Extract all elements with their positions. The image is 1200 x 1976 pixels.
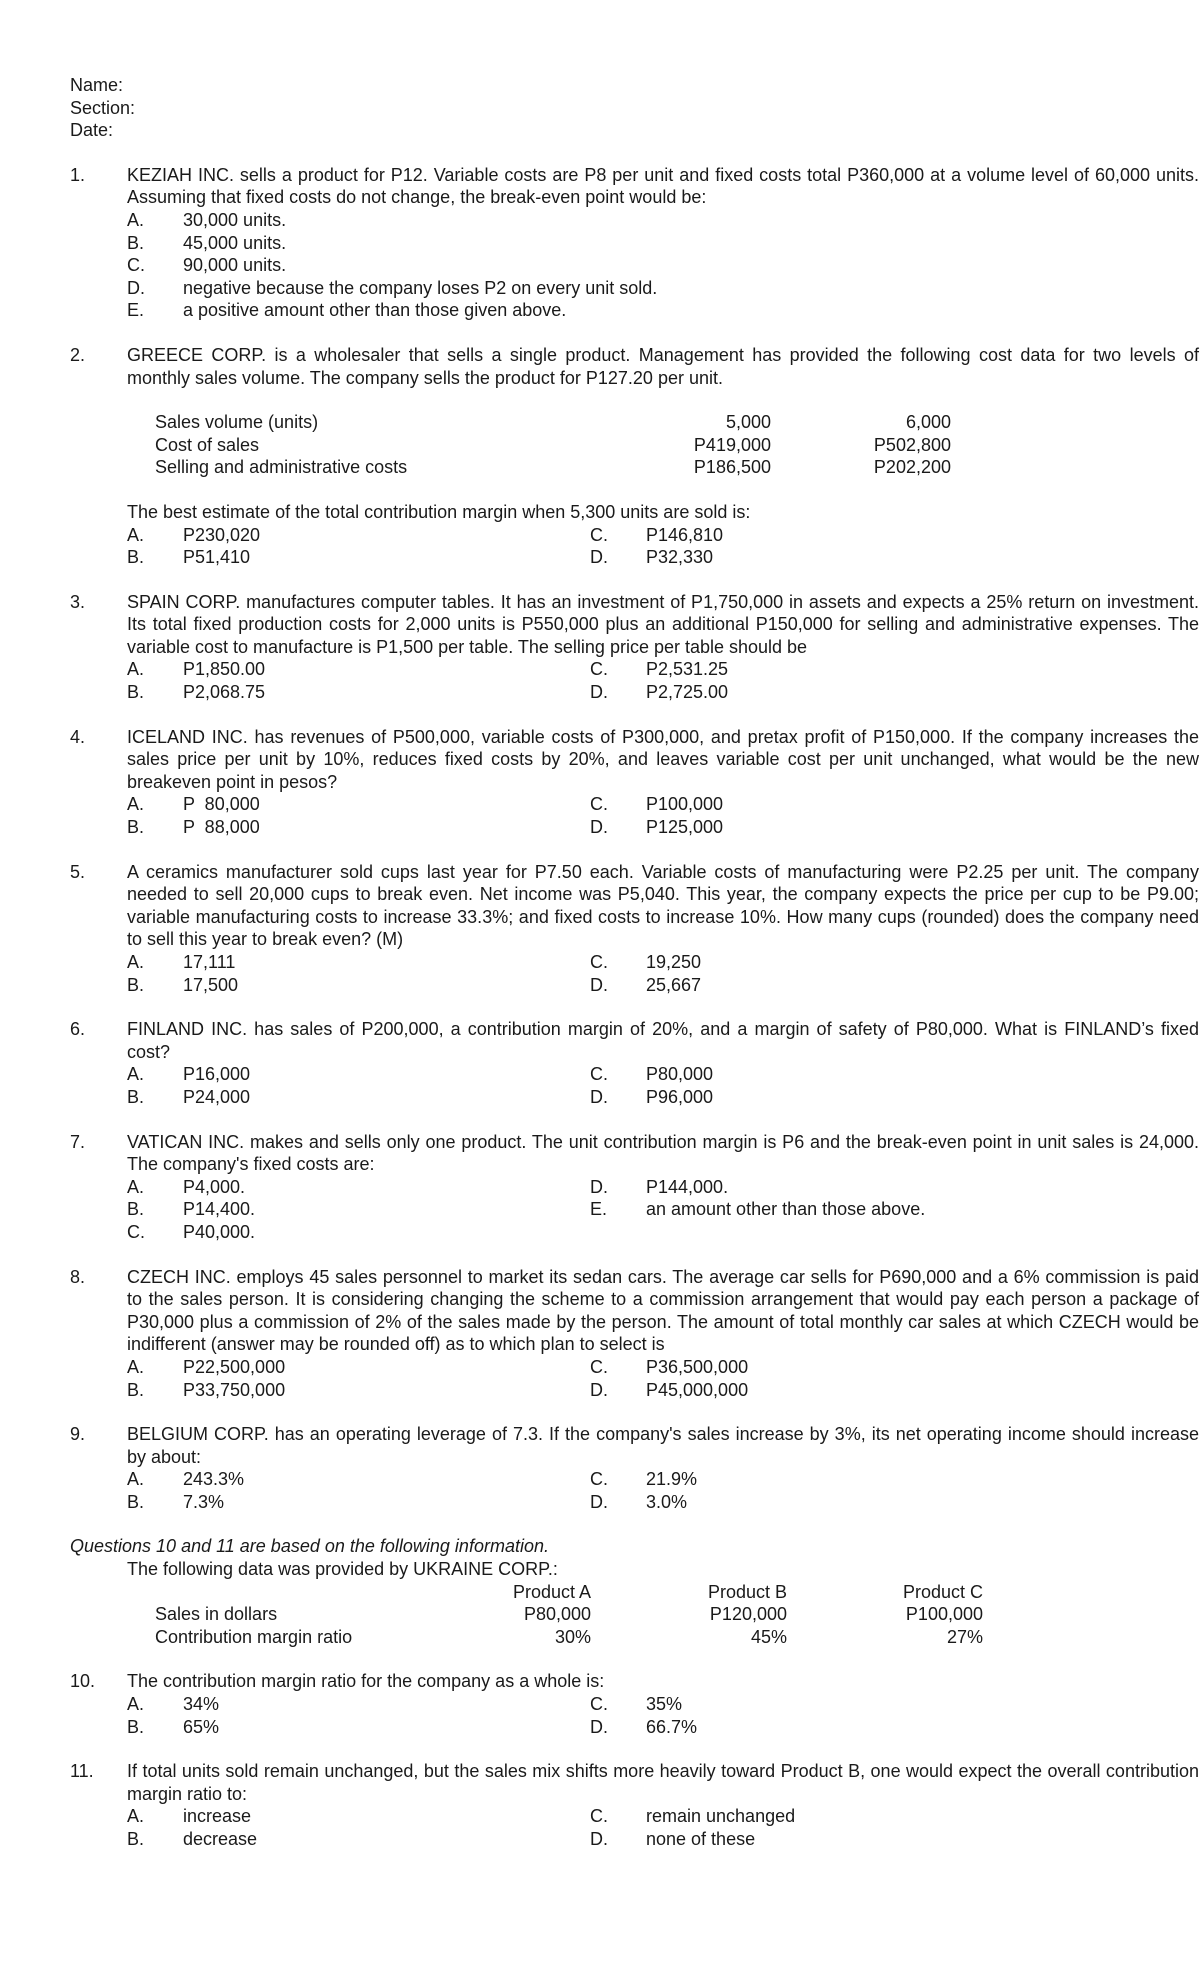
option-text: 19,250	[646, 952, 702, 972]
shared-info-block	[70, 1535, 1130, 1648]
option-b	[127, 1716, 590, 1739]
question-text: CZECH INC. employs 45 sales personnel to market its sedan cars. The average car sells for P690,000 and a 6% commission is paid to the sales person. It is considering changing the scheme to a commission arrangement that would pay each person a package of P30,000 plus a commission of 2% of the sales made by the person. The amount of total monthly car sales at which CZECH would be indifferent (answer may be rounded off) as to which plan to select is	[127, 1266, 1199, 1355]
option-text: decrease	[183, 1829, 258, 1849]
answer-options	[127, 209, 1130, 322]
option-text: 30,000 units.	[183, 209, 287, 230]
option-letter: A.	[127, 209, 145, 230]
row-label: Cost of sales	[155, 434, 260, 455]
option-b	[127, 232, 1130, 255]
option-b	[127, 1198, 590, 1221]
option-letter: D.	[590, 1829, 608, 1849]
option-letter: B.	[127, 1199, 145, 1220]
option-letter: A.	[127, 1064, 145, 1085]
option-text: 45,000 units.	[183, 232, 287, 253]
option-letter: A.	[127, 1176, 145, 1197]
option-text: P45,000,000	[646, 1379, 749, 1400]
option-a	[127, 1063, 590, 1086]
question-text: SPAIN CORP. manufactures computer tables. It has an investment of P1,750,000 in assets and expects a 25% return on investment. Its total fixed production costs for 2,000 units is P550,000 plus an additional P150,000 for selling and administrative expenses. The variable cost to manufacture is P1,500 per table. The selling price per table should be	[127, 591, 1199, 657]
option-letter: B.	[127, 1379, 145, 1400]
row-label: Contribution margin ratio	[155, 1626, 353, 1647]
option-text: P16,000	[183, 1064, 251, 1085]
option-letter: C.	[127, 255, 145, 276]
option-text: P146,810	[646, 524, 724, 545]
table-row	[155, 456, 1130, 479]
option-text: 66.7%	[646, 1716, 698, 1737]
question-number: 1.	[70, 164, 86, 185]
row-label: Selling and administrative costs	[155, 457, 408, 478]
value-5000: 5,000	[725, 412, 771, 433]
option-a	[127, 209, 1130, 232]
header-cell: Product A	[512, 1581, 591, 1602]
option-letter: C.	[590, 524, 608, 545]
option-text: an amount other than those above.	[646, 1199, 926, 1220]
value-5000: P186,500	[693, 457, 771, 478]
option-e	[127, 299, 1130, 322]
option-letter: C.	[590, 1064, 608, 1085]
answer-options	[127, 951, 1130, 996]
option-c	[590, 658, 1130, 681]
question-number: 5.	[70, 861, 86, 882]
answer-options	[127, 1693, 1130, 1738]
option-text: P14,400.	[183, 1199, 256, 1220]
question-text: GREECE CORP. is a wholesaler that sells a single product. Management has provided the following cost data for two levels of monthly sales volume. The company sells the product for P127.20 per unit.	[127, 344, 1199, 388]
option-d	[590, 1828, 1130, 1851]
option-letter: D.	[590, 682, 608, 703]
option-letter: D.	[590, 817, 608, 838]
value-6000: 6,000	[905, 412, 951, 433]
option-letter: C.	[590, 1694, 608, 1715]
option-text: 34%	[183, 1694, 220, 1715]
question-text: VATICAN INC. makes and sells only one product. The unit contribution margin is P6 and the break-even point in unit sales is 24,000. The company's fixed costs are:	[127, 1131, 1199, 1175]
option-letter: D.	[590, 547, 608, 568]
question-number: 9.	[70, 1424, 86, 1445]
option-b	[127, 974, 590, 997]
option-text: P2,068.75	[183, 682, 266, 703]
answer-options	[127, 1356, 1130, 1401]
option-a	[127, 1356, 590, 1379]
header-cell	[155, 1581, 395, 1604]
option-letter: C.	[590, 1469, 608, 1490]
answer-options	[127, 1176, 1130, 1244]
exam-page	[70, 74, 1199, 1851]
table-row	[155, 411, 1130, 434]
option-letter: A.	[127, 952, 145, 972]
option-letter: A.	[127, 524, 145, 545]
name-label: Name:	[70, 75, 124, 95]
option-letter: C.	[590, 952, 608, 972]
question-text: The contribution margin ratio for the company as a whole is:	[127, 1671, 605, 1692]
option-c	[590, 1356, 1130, 1379]
option-e	[590, 1198, 1130, 1221]
option-letter: B.	[127, 817, 145, 838]
question-number: 3.	[70, 591, 86, 612]
question-text: A ceramics manufacturer sold cups last year for P7.50 each. Variable costs of manufacturing were P2.25 per unit. The company needed to sell 20,000 cups to break even. Net income was P5,040. This year, the company expects the price per cup to be P9.00; variable manufacturing costs to increase 33.3%; and fixed costs to increase 10%. How many cups (rounded) does the company need to sell this year to break even? (M)	[127, 861, 1199, 950]
option-a	[127, 793, 590, 816]
table-row	[155, 1626, 1130, 1649]
info-intro: The following data was provided by UKRAINE CORP.:	[127, 1559, 558, 1580]
question-11	[70, 1760, 1199, 1850]
question-number: 10.	[70, 1671, 96, 1692]
option-text: a positive amount other than those given above.	[183, 300, 567, 321]
question-number: 11.	[70, 1761, 94, 1782]
header-cell: Product C	[902, 1581, 983, 1602]
option-text: 3.0%	[646, 1491, 688, 1512]
option-letter: D.	[590, 1379, 608, 1400]
option-letter: D.	[590, 974, 608, 995]
question-9	[70, 1423, 1199, 1513]
option-text: P125,000	[646, 817, 724, 838]
answer-options	[127, 1063, 1130, 1108]
option-letter: D.	[590, 1086, 608, 1107]
option-c	[590, 524, 1130, 547]
table-row	[155, 434, 1130, 457]
option-c	[590, 1468, 1130, 1491]
option-d	[590, 816, 1130, 839]
header-cell: Product B	[707, 1581, 787, 1602]
option-letter: A.	[127, 794, 145, 815]
option-text: 90,000 units.	[183, 255, 287, 276]
question-number: 8.	[70, 1266, 86, 1287]
question-text: If total units sold remain unchanged, but the sales mix shifts more heavily toward Product B, one would expect the overall contribution margin ratio to:	[127, 1761, 1199, 1804]
option-text: P33,750,000	[183, 1379, 286, 1400]
option-text: 17,111	[183, 952, 236, 972]
question-7	[70, 1131, 1199, 1244]
question-text: FINLAND INC. has sales of P200,000, a contribution margin of 20%, and a margin of safety of P80,000. What is FINLAND’s fixed cost?	[127, 1019, 1199, 1062]
option-text: P2,531.25	[646, 659, 729, 680]
option-text: none of these	[646, 1829, 756, 1849]
question-text: BELGIUM CORP. has an operating leverage of 7.3. If the company's sales increase by 3%, its net operating income should increase by about:	[127, 1424, 1199, 1467]
option-d	[127, 277, 1130, 300]
option-text: P 88,000	[183, 817, 260, 838]
option-d	[590, 974, 1130, 997]
option-text: 25,667	[646, 974, 702, 995]
option-a	[127, 1693, 590, 1716]
option-c	[590, 1805, 1130, 1828]
table-cell: P80,000	[523, 1604, 591, 1625]
option-letter: C.	[590, 1806, 608, 1827]
option-letter: B.	[127, 1491, 145, 1512]
option-a	[127, 524, 590, 547]
table-header-row	[155, 1581, 1130, 1604]
option-a	[127, 1805, 590, 1828]
answer-options	[127, 524, 1130, 569]
row-label: Sales volume (units)	[155, 412, 319, 433]
option-text: negative because the company loses P2 on every unit sold.	[183, 277, 658, 298]
option-d	[590, 1176, 1130, 1199]
option-text: P40,000.	[183, 1221, 256, 1242]
option-b	[127, 1491, 590, 1514]
option-letter: D.	[590, 1176, 608, 1197]
option-d	[590, 1379, 1130, 1402]
table-cell: P120,000	[709, 1604, 787, 1625]
option-text: 17,500	[183, 974, 239, 995]
option-letter: C.	[127, 1221, 145, 1242]
option-c	[127, 1221, 590, 1244]
question-6	[70, 1018, 1199, 1108]
question-text: ICELAND INC. has revenues of P500,000, variable costs of P300,000, and pretax profit of P150,000. If the company increases the sales price per unit by 10%, reduces fixed costs by 20%, and leaves variable cost per unit unchanged, what would be the new breakeven point in pesos?	[127, 726, 1199, 792]
option-text: P22,500,000	[183, 1356, 286, 1377]
option-text: P4,000.	[183, 1176, 246, 1197]
option-letter: C.	[590, 1356, 608, 1377]
question-number: 2.	[70, 344, 86, 365]
option-a	[127, 1468, 590, 1491]
option-d	[590, 1086, 1130, 1109]
option-letter: B.	[127, 1716, 145, 1737]
answer-options	[127, 793, 1130, 838]
option-b	[127, 1379, 590, 1402]
option-text: increase	[183, 1806, 252, 1827]
option-c	[590, 1693, 1130, 1716]
question-4	[70, 726, 1199, 839]
option-letter: A.	[127, 659, 145, 680]
option-letter: B.	[127, 1829, 145, 1849]
table-cell: P100,000	[905, 1604, 983, 1625]
option-letter: A.	[127, 1694, 145, 1715]
table-row	[155, 1603, 1130, 1626]
option-text: P 80,000	[183, 794, 260, 815]
option-letter: E.	[590, 1199, 608, 1220]
option-letter: E.	[127, 300, 145, 321]
option-text: 7.3%	[183, 1491, 225, 1512]
option-letter: D.	[127, 277, 145, 298]
option-letter: C.	[590, 659, 608, 680]
option-b	[127, 1086, 590, 1109]
option-text: 243.3%	[183, 1469, 245, 1490]
date-label: Date:	[70, 120, 114, 141]
table-cell: 45%	[750, 1626, 787, 1647]
section-label: Section:	[70, 97, 136, 118]
option-text: P51,410	[183, 547, 251, 568]
option-b	[127, 816, 590, 839]
option-letter: A.	[127, 1356, 145, 1377]
option-text: P80,000	[646, 1064, 714, 1085]
value-6000: P502,800	[873, 434, 951, 455]
value-6000: P202,200	[873, 457, 951, 478]
question-3	[70, 591, 1199, 704]
option-letter: A.	[127, 1469, 145, 1490]
option-a	[127, 658, 590, 681]
student-info-header	[70, 74, 1130, 142]
answer-options	[127, 1468, 1130, 1513]
option-text: 65%	[183, 1716, 220, 1737]
option-text: 35%	[646, 1694, 683, 1715]
option-text: P96,000	[646, 1086, 714, 1107]
option-a	[127, 951, 590, 974]
question-1	[70, 164, 1199, 322]
option-text: P2,725.00	[646, 682, 729, 703]
option-text: P36,500,000	[646, 1356, 749, 1377]
option-letter: B.	[127, 974, 145, 995]
question-5	[70, 861, 1199, 997]
option-b	[127, 546, 590, 569]
option-letter: B.	[127, 682, 145, 703]
option-c	[590, 951, 1130, 974]
option-d	[590, 681, 1130, 704]
question-number: 4.	[70, 726, 86, 747]
option-text: remain unchanged	[646, 1806, 796, 1827]
option-text: P1,850.00	[183, 659, 266, 680]
option-text: P24,000	[183, 1086, 251, 1107]
answer-options	[127, 658, 1130, 703]
question-8	[70, 1266, 1199, 1402]
question-2	[70, 344, 1199, 569]
question-number: 6.	[70, 1019, 86, 1040]
product-data-table	[155, 1581, 1130, 1649]
option-text: 21.9%	[646, 1469, 698, 1490]
question-text: KEZIAH INC. sells a product for P12. Variable costs are P8 per unit and fixed costs total P360,000 at a volume level of 60,000 units. Assuming that fixed costs do not change, the break-even point would be:	[127, 164, 1199, 208]
option-c	[590, 1063, 1130, 1086]
question-10	[70, 1670, 1130, 1738]
option-d	[590, 546, 1130, 569]
option-letter: A.	[127, 1806, 145, 1827]
option-c	[590, 793, 1130, 816]
option-a	[127, 1176, 590, 1199]
cost-data-table	[155, 411, 1130, 479]
info-note: Questions 10 and 11 are based on the following information.	[70, 1536, 549, 1557]
table-cell: 30%	[554, 1626, 591, 1647]
option-letter: D.	[590, 1716, 608, 1737]
option-text: P32,330	[646, 547, 714, 568]
option-d	[590, 1491, 1130, 1514]
option-text: P230,020	[183, 524, 261, 545]
option-letter: B.	[127, 232, 145, 253]
option-letter: B.	[127, 1086, 145, 1107]
answer-options	[127, 1805, 1130, 1850]
row-label: Sales in dollars	[155, 1604, 278, 1625]
option-c	[127, 254, 1130, 277]
option-letter: B.	[127, 547, 145, 568]
option-letter: C.	[590, 794, 608, 815]
option-letter: D.	[590, 1491, 608, 1512]
option-text: P100,000	[646, 794, 724, 815]
option-b	[127, 1828, 590, 1851]
option-text: P144,000.	[646, 1176, 729, 1197]
option-d	[590, 1716, 1130, 1739]
question-subtext: The best estimate of the total contribution margin when 5,300 units are sold is:	[127, 501, 751, 522]
table-cell: 27%	[946, 1626, 983, 1647]
option-b	[127, 681, 590, 704]
value-5000: P419,000	[693, 434, 771, 455]
question-number: 7.	[70, 1131, 86, 1152]
